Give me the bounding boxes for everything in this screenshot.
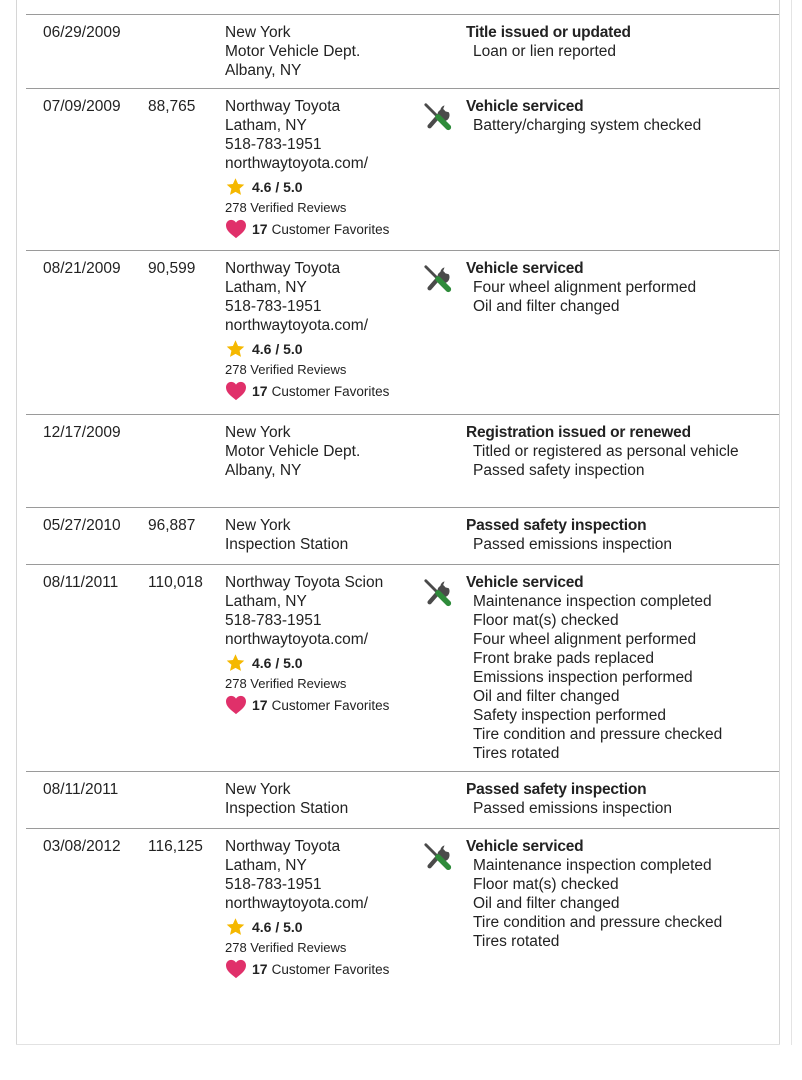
record-source (225, 837, 425, 980)
dealer-website-link[interactable]: northwaytoyota.com/ (225, 895, 369, 912)
record-date: 08/11/2011 (43, 574, 119, 591)
source-line: 518-783-1951 (225, 876, 322, 893)
heart-icon (225, 959, 247, 979)
record-odometer: 90,599 (148, 260, 196, 277)
source-line: Latham, NY (225, 857, 307, 874)
source-line: Motor Vehicle Dept. (225, 43, 361, 60)
record-comments (466, 259, 776, 316)
source-line: Albany, NY (225, 62, 302, 79)
event-detail: Four wheel alignment performed (473, 279, 697, 296)
record-source (225, 516, 425, 554)
star-icon (225, 177, 246, 197)
page-edge-border (791, 0, 792, 1045)
history-record (26, 771, 779, 828)
star-icon (225, 339, 246, 359)
record-date: 08/21/2009 (43, 260, 121, 277)
favorites-label: Customer Favorites (271, 697, 390, 713)
record-comments (466, 423, 776, 480)
record-odometer: 116,125 (148, 838, 203, 855)
event-detail: Oil and filter changed (473, 298, 620, 315)
event-title: Vehicle serviced (466, 574, 584, 591)
event-detail: Loan or lien reported (473, 43, 617, 60)
favorites-label: Customer Favorites (271, 221, 390, 237)
favorites-label: Customer Favorites (271, 383, 390, 399)
dealer-rating (225, 177, 425, 197)
customer-favorites (225, 380, 425, 402)
event-detail: Floor mat(s) checked (473, 612, 619, 629)
verified-reviews-link[interactable]: 278 Verified Reviews (225, 676, 347, 691)
event-detail: Battery/charging system checked (473, 117, 702, 134)
event-detail: Maintenance inspection completed (473, 593, 712, 610)
event-detail: Floor mat(s) checked (473, 876, 619, 893)
event-detail: Tire condition and pressure checked (473, 914, 723, 931)
record-comments (466, 780, 776, 818)
star-icon (225, 653, 246, 673)
wrench-screwdriver-icon (423, 101, 453, 131)
frame-bottom-border (16, 1044, 780, 1045)
wrench-screwdriver-icon (423, 841, 453, 871)
history-record (26, 88, 779, 250)
source-line: New York (225, 781, 291, 798)
record-date: 03/08/2012 (43, 838, 121, 855)
source-line: Motor Vehicle Dept. (225, 443, 361, 460)
dealer-rating (225, 653, 425, 673)
record-odometer: 88,765 (148, 98, 196, 115)
heart-icon (225, 381, 247, 401)
source-line: 518-783-1951 (225, 298, 322, 315)
record-odometer: 110,018 (148, 574, 203, 591)
event-title: Passed safety inspection (466, 517, 647, 534)
source-line: 518-783-1951 (225, 612, 322, 629)
favorites-count: 17 (252, 696, 268, 713)
verified-reviews-link[interactable]: 278 Verified Reviews (225, 940, 347, 955)
event-detail: Front brake pads replaced (473, 650, 654, 667)
heart-icon (225, 219, 247, 239)
record-comments (466, 837, 776, 951)
history-record (26, 828, 779, 1003)
source-line: Inspection Station (225, 536, 349, 553)
event-detail: Safety inspection performed (473, 707, 666, 724)
event-detail: Maintenance inspection completed (473, 857, 712, 874)
record-date: 06/29/2009 (43, 24, 121, 41)
history-record (26, 14, 779, 88)
event-detail: Emissions inspection performed (473, 669, 693, 686)
record-comments (466, 573, 776, 763)
record-source (225, 259, 425, 402)
rating-value: 4.6 / 5.0 (252, 340, 303, 357)
star-icon (225, 917, 246, 937)
verified-reviews-link[interactable]: 278 Verified Reviews (225, 362, 347, 377)
wrench-screwdriver-icon (423, 263, 453, 293)
record-source (225, 97, 425, 240)
record-date: 08/11/2011 (43, 781, 119, 798)
event-detail: Four wheel alignment performed (473, 631, 697, 648)
source-line: Latham, NY (225, 593, 307, 610)
record-source (225, 423, 425, 480)
favorites-count: 17 (252, 382, 268, 399)
favorites-label: Customer Favorites (271, 961, 390, 977)
event-detail: Tires rotated (473, 933, 560, 950)
source-line: Latham, NY (225, 117, 307, 134)
source-line: New York (225, 517, 291, 534)
record-source (225, 23, 425, 80)
event-detail: Tire condition and pressure checked (473, 726, 723, 743)
dealer-website-link[interactable]: northwaytoyota.com/ (225, 155, 369, 172)
source-line: Northway Toyota (225, 260, 341, 277)
record-date: 12/17/2009 (43, 424, 121, 441)
rating-value: 4.6 / 5.0 (252, 654, 303, 671)
verified-reviews-link[interactable]: 278 Verified Reviews (225, 200, 347, 215)
record-comments (466, 516, 776, 554)
source-line: Albany, NY (225, 462, 302, 479)
vehicle-history-table (26, 14, 779, 1003)
event-detail: Passed emissions inspection (473, 536, 673, 553)
record-date: 05/27/2010 (43, 517, 121, 534)
history-record (26, 414, 779, 507)
favorites-count: 17 (252, 960, 268, 977)
source-line: New York (225, 24, 291, 41)
dealer-rating (225, 917, 425, 937)
source-line: Latham, NY (225, 279, 307, 296)
source-line: Northway Toyota (225, 98, 341, 115)
favorites-count: 17 (252, 220, 268, 237)
frame-right-border (779, 0, 780, 1045)
event-title: Passed safety inspection (466, 781, 647, 798)
dealer-website-link[interactable]: northwaytoyota.com/ (225, 317, 369, 334)
history-record (26, 250, 779, 414)
event-detail: Oil and filter changed (473, 688, 620, 705)
customer-favorites (225, 694, 425, 716)
history-record (26, 564, 779, 771)
record-odometer: 96,887 (148, 517, 196, 534)
source-line: Northway Toyota (225, 838, 341, 855)
dealer-website-link[interactable]: northwaytoyota.com/ (225, 631, 369, 648)
wrench-screwdriver-icon (423, 577, 453, 607)
rating-value: 4.6 / 5.0 (252, 918, 303, 935)
event-detail: Tires rotated (473, 745, 560, 762)
event-detail: Passed safety inspection (473, 462, 645, 479)
record-date: 07/09/2009 (43, 98, 121, 115)
event-title: Vehicle serviced (466, 838, 584, 855)
dealer-rating (225, 339, 425, 359)
event-detail: Titled or registered as personal vehicle (473, 443, 739, 460)
record-source (225, 780, 425, 818)
event-detail: Oil and filter changed (473, 895, 620, 912)
event-title: Vehicle serviced (466, 98, 584, 115)
rating-value: 4.6 / 5.0 (252, 178, 303, 195)
source-line: 518-783-1951 (225, 136, 322, 153)
record-source (225, 573, 425, 716)
frame-left-border (16, 0, 17, 1045)
source-line: Inspection Station (225, 800, 349, 817)
customer-favorites (225, 218, 425, 240)
customer-favorites (225, 958, 425, 980)
history-record (26, 507, 779, 564)
event-detail: Passed emissions inspection (473, 800, 673, 817)
record-comments (466, 97, 776, 135)
event-title: Vehicle serviced (466, 260, 584, 277)
record-comments (466, 23, 776, 61)
source-line: Northway Toyota Scion (225, 574, 384, 591)
event-title: Registration issued or renewed (466, 424, 691, 441)
event-title: Title issued or updated (466, 24, 631, 41)
heart-icon (225, 695, 247, 715)
source-line: New York (225, 424, 291, 441)
